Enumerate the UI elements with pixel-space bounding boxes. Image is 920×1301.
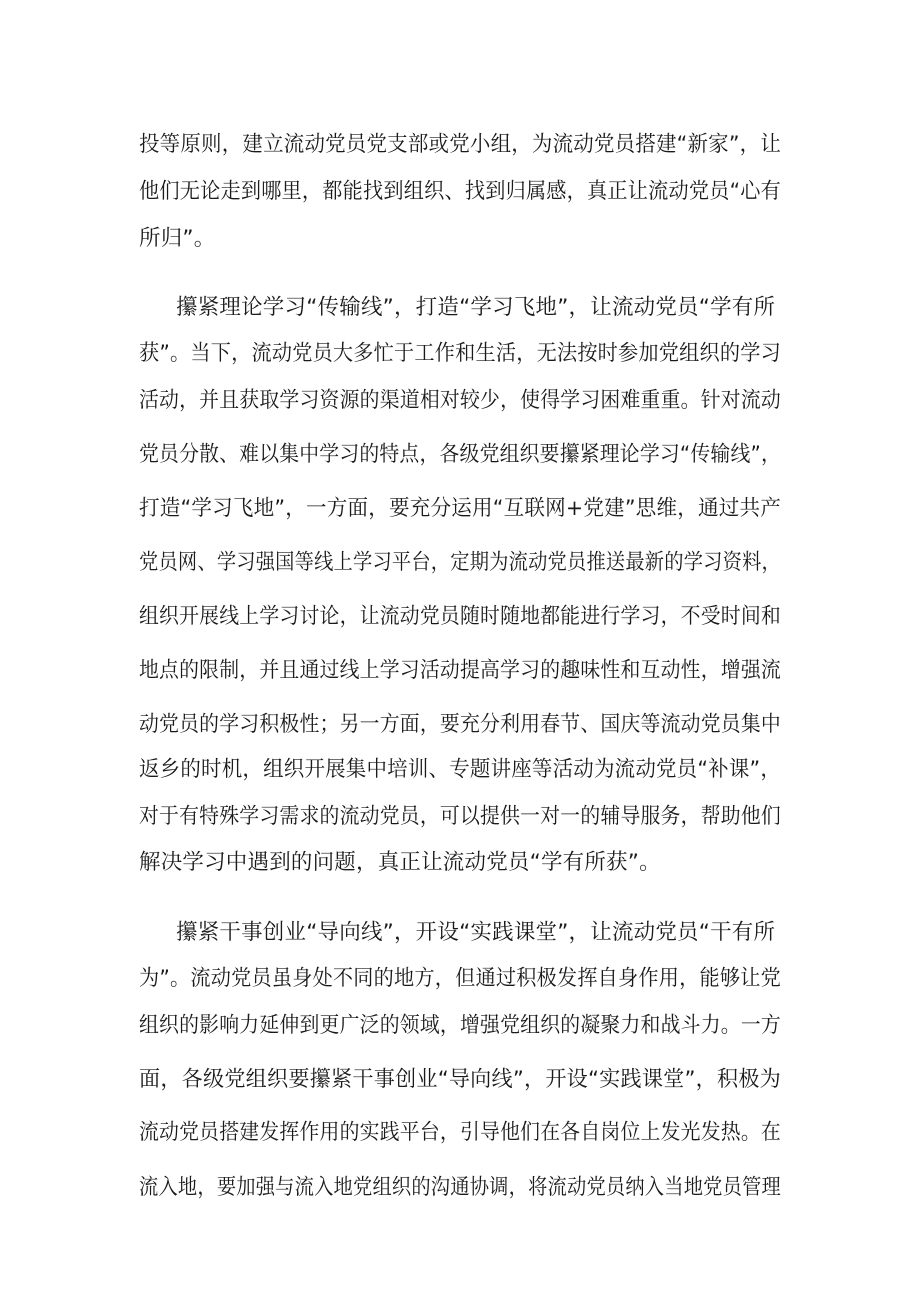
text-line: 获”。当下，流动党员大多忙于工作和生活，无法按时参加党组织的学习	[139, 341, 781, 366]
paragraph-2-line-10	[0, 747, 920, 793]
text-line: 组织的影响力延伸到更广泛的领域，增强党组织的凝聚力和战斗力。一方	[139, 1013, 781, 1038]
paragraph-2-line-4	[0, 432, 920, 478]
paragraph-2-line-12	[0, 840, 920, 886]
text-line: 地点的限制，并且通过线上学习活动提高学习的趣味性和互动性，增强流	[139, 658, 781, 683]
text-line: 流动党员搭建发挥作用的实践平台，引导他们在各自岗位上发光发热。在	[139, 1120, 781, 1145]
text-line: 解决学习中遇到的问题，真正让流动党员“学有所获”。	[139, 850, 661, 875]
paragraph-3-line-4	[0, 1057, 920, 1103]
paragraph-3-line-1	[0, 910, 920, 956]
text-line: 活动，并且获取学习资源的渠道相对较少，使得学习困难重重。针对流动	[139, 388, 781, 413]
paragraph-3-line-3	[0, 1003, 920, 1049]
text-line: 组织开展线上学习讨论，让流动党员随时随地都能进行学习，不受时间和	[139, 604, 781, 629]
paragraph-3-line-2	[0, 956, 920, 1002]
paragraph-1-line-3	[0, 216, 920, 262]
text-line: 投等原则，建立流动党员党支部或党小组，为流动党员搭建“新家”，让	[139, 132, 782, 157]
paragraph-2-line-6	[0, 540, 920, 586]
text-line: 动党员的学习积极性；另一方面，要充分利用春节、国庆等流动党员集中	[139, 712, 781, 737]
text-line: 打造“学习飞地”，一方面，要充分运用“互联网+党建”思维，通过共产	[139, 496, 781, 521]
paragraph-3-line-5	[0, 1110, 920, 1156]
paragraph-2-line-7	[0, 594, 920, 640]
paragraph-2-line-11	[0, 794, 920, 840]
text-line: 党员分散、难以集中学习的特点，各级党组织要攥紧理论学习“传输线”，	[139, 442, 781, 467]
paragraph-2-line-9	[0, 702, 920, 748]
paragraph-2-line-3	[0, 378, 920, 424]
text-line: 返乡的时机，组织开展集中培训、专题讲座等活动为流动党员“补课”，	[139, 757, 782, 782]
paragraph-2-line-2	[0, 331, 920, 377]
paragraph-3-line-6	[0, 1165, 920, 1211]
paragraph-2-line-8	[0, 648, 920, 694]
text-line: 攥紧干事创业“导向线”，开设“实践课堂”，让流动党员“干有所	[176, 920, 776, 945]
text-line: 面，各级党组织要攥紧干事创业“导向线”，开设“实践课堂”，积极为	[139, 1067, 781, 1092]
text-line: 对于有特殊学习需求的流动党员，可以提供一对一的辅导服务，帮助他们	[139, 804, 781, 829]
text-line: 他们无论走到哪里，都能找到组织、找到归属感，真正让流动党员“心有	[139, 179, 781, 204]
text-line: 党员网、学习强国等线上学习平台，定期为流动党员推送最新的学习资料，	[139, 550, 781, 575]
paragraph-2-line-5	[0, 486, 920, 532]
text-line: 所归”。	[139, 226, 216, 251]
paragraph-1-line-2	[0, 169, 920, 215]
text-line: 攥紧理论学习“传输线”，打造“学习飞地”，让流动党员“学有所	[176, 295, 776, 320]
text-line: 流入地，要加强与流入地党组织的沟通协调，将流动党员纳入当地党员管理	[139, 1175, 781, 1200]
paragraph-2-line-1	[0, 285, 920, 331]
text-line: 为”。流动党员虽身处不同的地方，但通过积极发挥自身作用，能够让党	[139, 966, 781, 991]
paragraph-1-line-1	[0, 122, 920, 168]
